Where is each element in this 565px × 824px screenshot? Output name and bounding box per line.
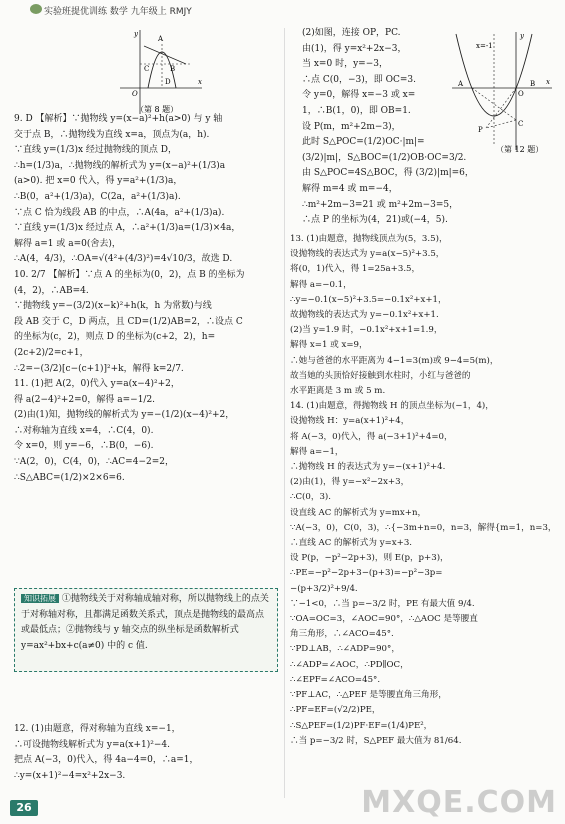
text-line: 设 P(m，m²+2m−3)， <box>302 121 401 132</box>
knowledge-tip-box <box>14 588 278 672</box>
text-line: ∴PE=−p²−2p+3−(p+3)=−p²−3p= <box>290 568 443 579</box>
text-line: ∵PD⊥AB，∴∠ADP=90°， <box>290 644 400 655</box>
text-line: ∴可设抛物线解析式为 y=a(x+1)²−4. <box>14 739 170 750</box>
text-line: 解得 a=1 或 a=0(舍去)， <box>14 238 121 249</box>
fig12-label-axis: x=-1 <box>476 42 493 50</box>
fig8-label-y: y <box>134 30 138 38</box>
text-line: ∴h=(1/3)a，∴抛物线的解析式为 y=(x−a)²+(1/3)a <box>14 160 226 171</box>
text-line: ∴∠ADP=∠AOC，∴PD∥OC， <box>290 659 409 670</box>
fig12-label-b: B <box>530 80 536 88</box>
text-line: 令 x=0，则 y=−6，∴B(0，−6). <box>14 441 154 452</box>
text-line: ∴A(4，4/3)，∴OA=√(4²+(4/3)²)=4√10/3，故选 D. <box>14 254 233 265</box>
left-column-2 <box>14 722 199 784</box>
text-line: ∵OA=OC=3，∠AOC=90°，∴△AOC 是等腰直 <box>290 614 478 625</box>
text-line: 把点 A(−3，0)代入，得 4a−4=0，∴a=1， <box>14 755 199 766</box>
text-line: ∴y=−0.1(x−5)²+3.5=−0.1x²+x+1， <box>290 294 447 305</box>
text-line: 解得 x=1 或 x=9， <box>290 340 368 351</box>
text-line: 将 A(−3，0)代入，得 a(−3+1)²+4=0， <box>290 431 453 442</box>
fig12-label-o: O <box>518 90 524 98</box>
text-line: 将(0，1)代入，得 1=25a+3.5， <box>290 264 421 275</box>
text-line: (3/2)|m|，S△BOC=(1/2)OB·OC=3/2. <box>302 152 467 163</box>
text-line: 段 AB 交于 C，D 两点，且 CD=(1/2)AB=2，∴设点 C <box>14 316 243 327</box>
fig8-label-c: C <box>144 65 150 73</box>
text-line: ∴她与爸爸的水平距离为 4−1=3(m)或 9−4=5(m)， <box>290 355 499 366</box>
fig12-label-c: C <box>518 120 524 128</box>
fig12-label-p: P <box>478 126 483 134</box>
text-line: (4，2)，∴AB=4. <box>14 285 89 296</box>
text-line: (2)如图，连接 OP，PC. <box>302 28 401 38</box>
fig12-label-y: y <box>520 32 524 40</box>
column-divider <box>284 28 285 798</box>
text-line: 10. 2/7 【解析】∵点 A 的坐标为(0，2)，点 B 的坐标为 <box>14 269 245 280</box>
fig8-label-a: A <box>158 35 164 43</box>
text-line: ∴m²+2m−3=21 或 m²+2m−3=5， <box>302 199 459 210</box>
fig12-label-a: A <box>458 80 464 88</box>
text-line: 由(1)，得 y=x²+2x−3， <box>302 43 407 54</box>
text-line: ∴2=−(3/2)[c−(c+1)]²+k，解得 k=2/7. <box>14 363 184 374</box>
text-line: 设直线 AC 的解析式为 y=mx+n， <box>290 507 427 518</box>
text-line: 1，∴B(1，0)，即 OB=1. <box>302 105 411 116</box>
header-title: 实验班提优训练 数学 九年级上 RMJY <box>44 7 192 17</box>
watermark: MXQE.COM <box>361 785 557 820</box>
figure-8 <box>110 26 210 118</box>
text-line: 交于点 B，∴抛物线为直线 x=a，顶点为(a，h). <box>14 129 210 140</box>
tip-label: 知识拓展 <box>21 594 59 603</box>
text-line: ∴S△ABC=(1/2)×2×6=6. <box>14 472 125 483</box>
text-line: ∵抛物线 y=−(3/2)(x−k)²+h(k，h 为常数)与线 <box>14 301 212 312</box>
text-line: 水平距离是 3 m 或 5 m. <box>290 386 386 397</box>
text-line: 故当她的头顶恰好接触到水柱时，小红与爸爸的 <box>290 370 471 381</box>
text-line: ∴点 C(0，−3)，即 OC=3. <box>302 74 417 85</box>
text-line: ∴∠EPF=∠ACO=45°. <box>290 674 381 685</box>
page-number: 26 <box>10 800 38 816</box>
text-line: ∴对称轴为直线 x=4，∴C(4，0). <box>14 425 154 436</box>
text-line: 9. D 【解析】∵抛物线 y=(x−a)²+h(a>0) 与 y 轴 <box>14 114 223 124</box>
text-line: ∵直线 y=(1/3)x 经过点 A，∴a²+(1/3)a=(1/3)×4a， <box>14 223 241 234</box>
text-line: 13. (1)由题意，抛物线顶点为(5，3.5)， <box>290 234 448 244</box>
book-logo-icon <box>30 4 42 14</box>
text-line: ∵A(2，0)，C(4，0)，∴AC=4−2=2， <box>14 457 174 468</box>
text-line: 令 y=0，解得 x=−3 或 x= <box>302 90 416 101</box>
text-line: ∴y=(x+1)²−4=x²+2x−3. <box>14 770 126 781</box>
fig8-label-d: D <box>165 78 171 86</box>
fig8-caption: （第 8 题） <box>136 105 179 114</box>
text-line: 设抛物线 H：y=a(x+1)²+4， <box>290 416 410 427</box>
text-line: ∵−1<0，∴当 p=−3/2 时，PE 有最大值 9/4. <box>290 598 475 609</box>
text-line: −(p+3/2)²+9/4. <box>290 583 358 594</box>
text-line: ∴C(0，3). <box>290 492 332 503</box>
page-header <box>0 0 565 20</box>
text-line: (2)由(1)，得 y=−x²−2x+3， <box>290 477 410 488</box>
fig8-label-o: O <box>132 90 138 98</box>
text-line: 12. (1)由题意，得对称轴为直线 x=−1， <box>14 724 181 734</box>
text-line: ∴当 p=−3/2 时，S△PEF 最大值为 81/64. <box>290 735 462 746</box>
text-line: ∴PF=EF=(√2/2)PE， <box>290 705 381 716</box>
text-line: ∵直线 y=(1/3)x 经过抛物线的顶点 D， <box>14 145 178 156</box>
text-line: ∴直线 AC 的解析式为 y=x+3. <box>290 538 413 549</box>
text-line: 此时 S△POC=(1/2)OC·|m|= <box>302 137 425 148</box>
fig8-label-b: B <box>170 65 176 73</box>
text-line: (a>0). 把 x=0 代入，得 y=a²+(1/3)a， <box>14 176 183 187</box>
text-line: ∴S△PEF=(1/2)PF·EF=(1/4)PE²， <box>290 720 433 731</box>
right-column <box>290 232 557 749</box>
tip-text: ①抛物线关于对称轴成轴对称，所以抛物线上的点关于对称轴对称，且都满足函数关系式，顶点是抛物线的最高点或最低点；②抛物线与 y 轴交点的纵坐标是函数解析式 y=ax²+bx+c(a≠0) 中的 c 值. <box>21 594 269 651</box>
text-line: 故抛物线的表达式为 y=−0.1x²+x+1. <box>290 310 439 321</box>
text-line: (2)由(1)知，抛物线的解析式为 y=−(1/2)(x−4)²+2， <box>14 410 235 421</box>
text-line: 当 x=0 时，y=−3， <box>302 59 388 70</box>
text-line: ∴B(0，a²+(1/3)a)，C(2a，a²+(1/3)a). <box>14 191 181 202</box>
fig12-label-x: x <box>546 78 550 86</box>
fig8-label-x: x <box>198 78 202 86</box>
text-line: 解得 a=−0.1， <box>290 279 352 290</box>
text-line: 的坐标为(c，2)，则点 D 的坐标为(c+2，2)，h= <box>14 332 216 343</box>
text-line: ∵点 C 恰为线段 AB 的中点，∴A(4a，a²+(1/3)a). <box>14 207 225 218</box>
text-line: ∵PF⊥AC，∴△PEF 是等腰直角三角形， <box>290 690 447 701</box>
text-line: (2)当 y=1.9 时，−0.1x²+x+1=1.9， <box>290 325 443 336</box>
text-line: 由 S△POC=4S△BOC，得 (3/2)|m|=6， <box>302 168 474 179</box>
text-line: 11. (1)把 A(2，0)代入 y=a(x−4)²+2， <box>14 379 180 390</box>
right-column-top <box>302 26 474 229</box>
left-column <box>14 112 245 486</box>
text-line: 解得 a=−1， <box>290 446 344 457</box>
text-line: 角三角形，∴∠ACO=45°. <box>290 629 394 640</box>
text-line: ∵A(−3，0)，C(0，3)，∴{−3m+n=0，n=3，解得{m=1，n=3， <box>290 522 557 533</box>
text-line: 14. (1)由题意，得抛物线 H 的顶点坐标为(−1，4)， <box>290 401 494 412</box>
fig12-caption: （第 12 题） <box>496 145 544 154</box>
text-line: (2c+2)/2=c+1， <box>14 347 89 358</box>
text-line: ∴抛物线 H 的表达式为 y=−(x+1)²+4. <box>290 462 446 473</box>
text-line: 得 a(2−4)²+2=0，解得 a=−1/2. <box>14 394 156 405</box>
text-line: ∴点 P 的坐标为(4，21)或(−4，5). <box>302 215 448 226</box>
text-line: 设 P(p，−p²−2p+3)，则 E(p，p+3)， <box>290 553 449 564</box>
text-line: 设抛物线的表达式为 y=a(x−5)²+3.5， <box>290 249 445 260</box>
text-line: 解得 m=4 或 m=−4， <box>302 183 398 194</box>
